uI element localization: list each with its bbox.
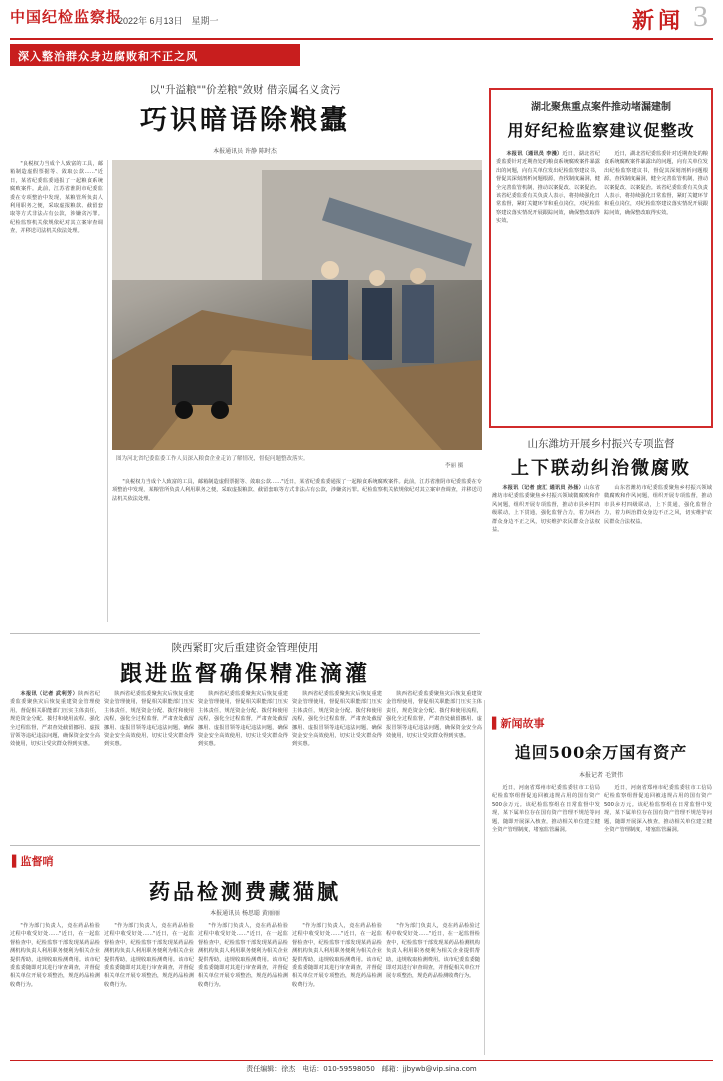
grain-warehouse-illustration (112, 160, 482, 450)
article6-column-4 (292, 922, 382, 1054)
article2-column-right (604, 150, 708, 422)
article4-body-text-3: 陕西省纪委监委聚焦灾后恢复重建资金管理使用，督促相关职能部门压实主体责任，规范资金分配、拨付和使用流程，强化全过程监督，严肃查处截留挪用、虚报冒领等违纪违法问题，确保资金安全高效使用，切实让受灾群众得到实惠。 (198, 691, 288, 748)
article1-headline: 巧识暗语除粮蠹 (140, 105, 350, 136)
article2-headline: 用好纪检监察建议促整改 (507, 121, 695, 140)
article6-body-text-2: "作为部门负责人，竟在药品检验过程中收受好处……"近日，在一起监督检查中，纪检监察干部发现某药品检测机构负责人利用职务便利为相关企业提供帮助，违规收取检测费用。该市纪委监委随即对其进行审查调查，并督促相关单位开展专项整治，规范药品检测收费行为。 (104, 923, 194, 988)
newspaper-logo: 中国纪检监察报 (10, 8, 123, 26)
page-number: 3 (693, 0, 708, 33)
article4-column-3 (198, 690, 288, 840)
article1-lead-column (10, 160, 103, 622)
column-rule (107, 160, 108, 622)
page-footer: 责任编辑：徐杰 电话：010-59598050 邮箱：jjbywb@vip.sina.com (10, 1060, 713, 1076)
article5-section-tag: ▌新闻故事 (492, 717, 545, 730)
article1-byline: 本报通讯员 许静 陈时杰 (213, 148, 277, 155)
article4-byline: 本报讯（记者 武利芳） (20, 691, 79, 697)
article5-body-text-cont: 近日，河南省郑州市纪委监委驻市工信局纪检监察组督促追回被违规占用的国有资产500余万元。该纪检监察组在日常监督中发现，某下属单位存在国有资产管理不规范等问题，随即开展深入核查，推动相关单位建立健全资产管理制度，堵塞监管漏洞。 (604, 785, 712, 834)
article3-column-left (492, 484, 600, 699)
article6-column-2 (104, 922, 194, 1054)
article4-body-text-5: 陕西省纪委监委聚焦灾后恢复重建资金管理使用，督促相关职能部门压实主体责任，规范资金分配、拨付和使用流程，强化全过程监督，严肃查处截留挪用、虚报冒领等违纪违法问题，确保资金安全高效使用，切实让受灾群众得到实惠。 (386, 691, 482, 740)
article5-body-text: 近日，河南省郑州市纪委监委驻市工信局纪检监察组督促追回被违规占用的国有资产500余万元。该纪检监察组在日常监督中发现，某下属单位存在国有资产管理不规范等问题，随即开展深入核查，推动相关单位建立健全资产管理制度，堵塞监管漏洞。 (492, 785, 600, 834)
article6-body-text: "作为部门负责人，竟在药品检验过程中收受好处……"近日，在一起监督检查中，纪检监察干部发现某药品检测机构负责人利用职务便利为相关企业提供帮助，违规收取检测费用。该市纪委监委随即对其进行审查调查，并督促相关单位开展专项整治，规范药品检测收费行为。 (10, 923, 100, 988)
column-slogan-banner: 深入整治群众身边腐败和不正之风 (10, 44, 300, 66)
article1-body-text: "良税权力当成个人致富的工具，邮箱制造虚假票据等、敛取公款……"近日，某省纪委监委通报了一起粮食系统腐败案件。此前，江苏省淮阴市纪委监委在专项整治中发现，某粮管所负责人利用职务之便，采取虚报粮款、截留套取等方式非法占有公款，涉嫌贪污罪。纪检监察机关依规依纪对其立案审查调查，并移送司法机关依法处理。 (112, 479, 482, 502)
article4-column-4 (292, 690, 382, 840)
article6-headline: 药品检测费藏猫腻 (149, 879, 341, 904)
article6-column-5 (386, 922, 480, 1054)
article6-column-3 (198, 922, 288, 1054)
article1-photo (112, 160, 482, 450)
article3-body-text-cont: 山东省潍坊市纪委监委聚焦乡村振兴领域微腐败和作风问题，组织开展专项监督，推动市县乡村四级联动，上下贯通，强化监督合力，着力纠治群众身边不正之风，切实维护农民群众合法权益。 (604, 485, 712, 525)
article4-body-text-2: 陕西省纪委监委聚焦灾后恢复重建资金管理使用，督促相关职能部门压实主体责任，规范资金分配、拨付和使用流程，强化全过程监督，严肃查处截留挪用、虚报冒领等违纪违法问题，确保资金安全高效使用，切实让受灾群众得到实惠。 (104, 691, 194, 748)
article4-body-text: 陕西省纪委监委聚焦灾后恢复重建资金管理使用，督促相关职能部门压实主体责任，规范资金分配、拨付和使用流程，强化全过程监督，严肃查处截留挪用、虚报冒领等违纪违法问题，确保资金安全高效使用，切实让受灾群众得到实惠。 (10, 691, 100, 748)
article6-section-tag: ▌监督哨 (12, 855, 54, 868)
article4-column-1 (10, 690, 100, 840)
article1-kicker: 以"升溢粮""价差粮"敛财 借亲属名义贪污 (149, 84, 341, 96)
article4-column-2 (104, 690, 194, 840)
article4-column-5 (386, 690, 482, 840)
article4-body-text-4: 陕西省纪委监委聚焦灾后恢复重建资金管理使用，督促相关职能部门压实主体责任，规范资金分配、拨付和使用流程，强化全过程监督，严肃查处截留挪用、虚报冒领等违纪违法问题，确保资金安全高效使用，切实让受灾群众得到实惠。 (292, 691, 382, 748)
article5-headline: 追回500余万国有资产 (514, 743, 688, 762)
article1-body-columns (112, 478, 482, 628)
article6-body-text-4: "作为部门负责人，竟在药品检验过程中收受好处……"近日，在一起监督检查中，纪检监察干部发现某药品检测机构负责人利用职务便利为相关企业提供帮助，违规收取检测费用。该市纪委监委随即对其进行审查调查，并督促相关单位开展专项整治，规范药品检测收费行为。 (292, 923, 382, 988)
article5-column-right (604, 784, 712, 1054)
article6-column-1 (10, 922, 100, 1054)
article3-column-right (604, 484, 712, 699)
article2-kicker: 湖北聚焦重点案件推动堵漏建制 (531, 102, 671, 113)
article5-column-left (492, 784, 600, 1054)
article6-byline: 本报通讯员 杨思聪 黄丽丽 (210, 910, 280, 917)
article1-lead-text: "良税权力当成个人致富的工具，邮箱制造虚假票据等、敛取公款……"近日，某省纪委监委通报了一起粮食系统腐败案件。此前，江苏省淮阴市纪委监委在专项整治中发现，某粮管所负责人利用职务之便，采取虚报粮款、截留套取等方式非法占有公款，涉嫌贪污罪。纪检监察机关依规依纪对其立案审查调查，并移送司法机关依法处理。 (10, 161, 103, 235)
article6-body-text-5: "作为部门负责人，竟在药品检验过程中收受好处……"近日，在一起监督检查中，纪检监察干部发现某药品检测机构负责人利用职务便利为相关企业提供帮助，违规收取检测费用。该市纪委监委随即对其进行审查调查，并督促相关单位开展专项整治，规范药品检测收费行为。 (386, 923, 480, 980)
article2-column-left (496, 150, 600, 422)
article5-tag-label: 新闻故事 (500, 717, 545, 730)
masthead-divider (10, 38, 713, 40)
article5-byline: 本报记者 毛贤伟 (579, 772, 623, 779)
section-divider (10, 633, 480, 634)
section-title: 新闻 (632, 8, 685, 34)
article3-headline: 上下联动纠治微腐败 (511, 458, 691, 479)
issue-date: 2022年 6月13日 星期一 (118, 16, 219, 26)
article4-headline: 跟进监督确保精准滴灌 (119, 661, 370, 687)
article2-body-text: 近日，湖北省纪委监委针对近期查处的粮食系统腐败案件暴露出的问题，向有关单位发出纪检监察建议书，督促其深刻剖析问题根源，查找制度漏洞，健全完善监管机制，推动以案促改、以案促治。该省纪委监委有关负责人表示，将持续强化日常监督，紧盯关键环节和重点岗位，对纪检监察建议落实情况开展跟踪问效，确保整改取得实效。 (496, 151, 600, 225)
article4-kicker: 陕西紧盯灾后重建资金管理使用 (171, 642, 319, 654)
article1-photo-credit: 李丽 摄 (445, 463, 464, 469)
article2-byline: 本报讯（通讯员 李漫） (506, 151, 563, 157)
article3-kicker: 山东潍坊开展乡村振兴专项监督 (527, 438, 675, 450)
masthead (0, 0, 723, 38)
column-rule-right (484, 700, 485, 1055)
article6-body-text-3: "作为部门负责人，竟在药品检验过程中收受好处……"近日，在一起监督检查中，纪检监察干部发现某药品检测机构负责人利用职务便利为相关企业提供帮助，违规收取检测费用。该市纪委监委随即对其进行审查调查，并督促相关单位开展专项整治，规范药品检测收费行为。 (198, 923, 288, 988)
article2-body-text-cont: 近日，湖北省纪委监委针对近期查处的粮食系统腐败案件暴露出的问题，向有关单位发出纪检监察建议书，督促其深刻剖析问题根源，查找制度漏洞，健全完善监管机制，推动以案促改、以案促治。该省纪委监委有关负责人表示，将持续强化日常监督，紧盯关键环节和重点岗位，对纪检监察建议落实情况开展跟踪问效，确保整改取得实效。 (604, 151, 708, 216)
article3-body-text: 山东省潍坊市纪委监委聚焦乡村振兴领域微腐败和作风问题，组织开展专项监督，推动市县乡村四级联动，上下贯通，强化监督合力，着力纠治群众身边不正之风，切实维护农民群众合法权益。 (492, 485, 600, 534)
section-divider-2 (10, 845, 480, 846)
article3-byline: 本报讯（记者 庞汇 通讯员 孙扬） (502, 485, 584, 491)
article1-photo-caption: 图为河北省纪委监委工作人员深入粮食企业走访了解情况，督促问题整改落实。 (116, 456, 309, 462)
article6-tag-label: 监督哨 (20, 855, 54, 868)
